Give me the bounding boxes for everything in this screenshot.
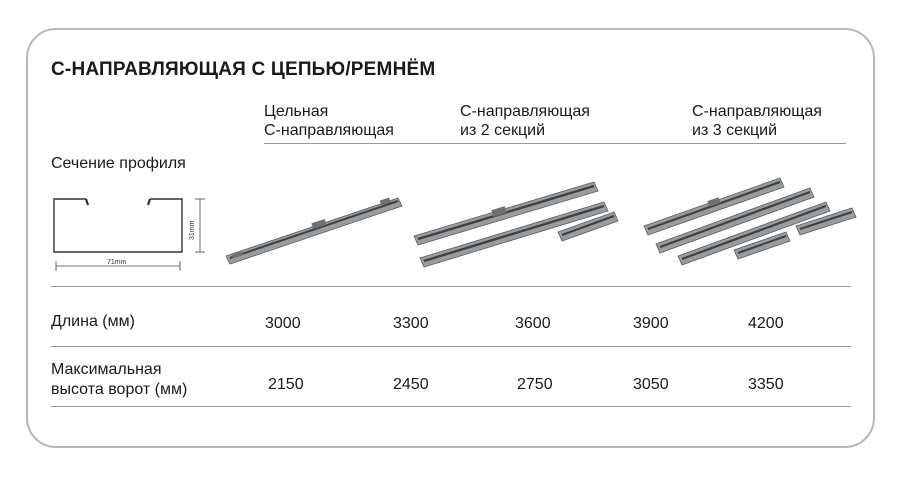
length-divider — [51, 346, 851, 347]
rail-solid — [226, 198, 402, 264]
length-value: 3900 — [633, 315, 669, 332]
rail-3-sections — [644, 178, 856, 265]
column-header-2-sections: С-направляющая из 2 секций — [460, 103, 590, 139]
profile-section-label: Сечение профиля — [51, 155, 186, 172]
height-value: 2450 — [393, 376, 429, 393]
length-row-label: Длина (мм) — [51, 313, 135, 330]
profile-width-label: 71mm — [107, 259, 127, 266]
profile-height-label: 31mm — [189, 220, 196, 240]
height-value: 2750 — [517, 376, 553, 393]
profile-cross-section — [54, 199, 205, 271]
column-header-solid: Цельная С-направляющая — [264, 103, 394, 139]
height-value: 3050 — [633, 376, 669, 393]
height-row-label: Максимальная высота ворот (мм) — [51, 361, 188, 398]
length-value: 3300 — [393, 315, 429, 332]
profile-divider — [51, 286, 851, 287]
rail-2-sections — [414, 182, 618, 267]
length-value: 3000 — [265, 315, 301, 332]
column-header-3-sections: С-направляющая из 3 секций — [692, 103, 822, 139]
length-value: 4200 — [748, 315, 784, 332]
length-value: 3600 — [515, 315, 551, 332]
height-value: 3350 — [748, 376, 784, 393]
height-divider — [51, 406, 851, 407]
height-value: 2150 — [268, 376, 304, 393]
page-title: С-НАПРАВЛЯЮЩАЯ С ЦЕПЬЮ/РЕМНЁМ — [51, 59, 436, 80]
